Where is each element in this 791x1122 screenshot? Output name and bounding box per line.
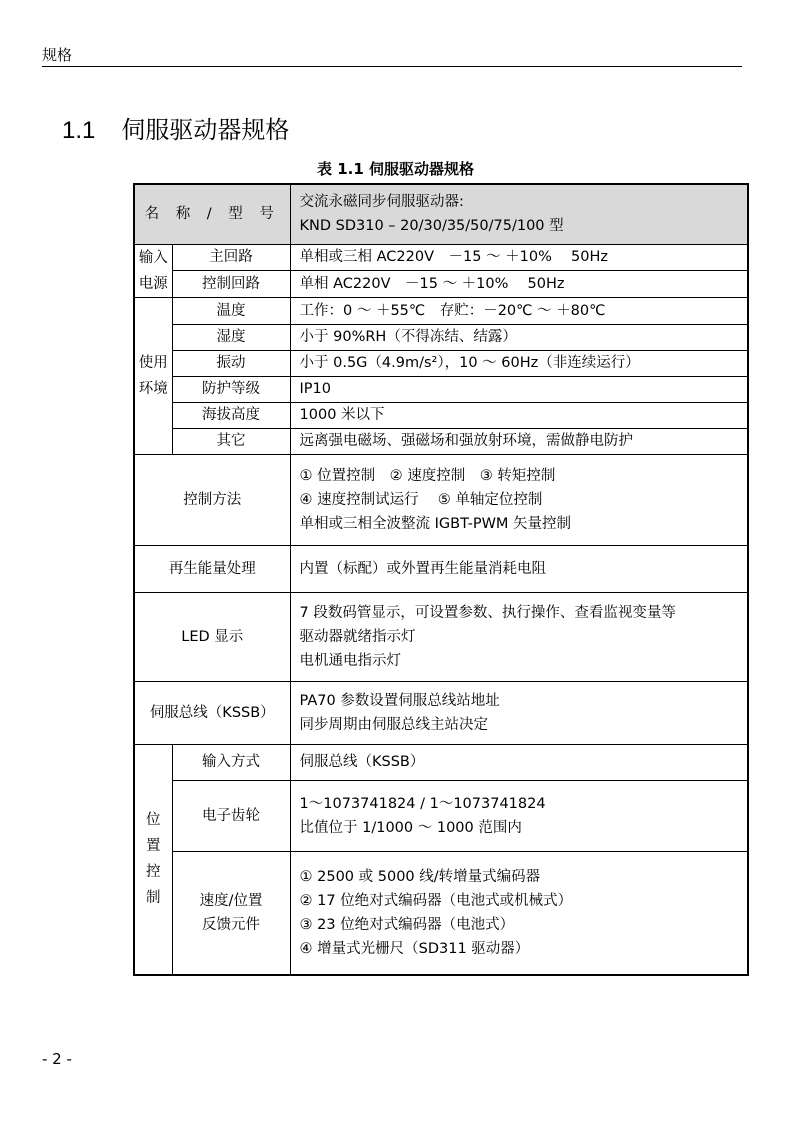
spec-table [133,183,749,976]
label-line: 速度/位置 [199,892,263,909]
input-power-group-label [134,244,172,297]
row-label: 湿度 [172,324,290,350]
value-line: PA70 参数设置伺服总线站地址 [299,692,500,709]
position-group-label [134,744,172,975]
row-label: 再生能量处理 [134,545,290,592]
table-row [134,428,748,454]
row-value [290,851,748,975]
table-row [134,851,748,975]
row-value [290,592,748,681]
table-row [134,780,748,851]
group-label-line: 输入 [138,249,168,266]
row-label: 其它 [172,428,290,454]
row-label: 控制方法 [134,454,290,545]
value-line: 单相或三相全波整流 IGBT-PWM 矢量控制 [299,515,572,532]
row-value: 单相 AC220V －15 ～ ＋10% 50Hz [290,271,748,298]
group-label-line: 电源 [138,275,168,292]
table-row [134,681,748,744]
value-line: ② 17 位绝对式编码器（电池式或机械式） [299,892,573,909]
table-caption: 表 1.1 伺服驱动器规格 [316,160,475,178]
value-line: ① 2500 或 5000 线/转增量式编码器 [299,868,541,885]
row-label: 输入方式 [172,744,290,780]
value-line: ④ 增量式光栅尺（SD311 驱动器） [299,940,530,957]
header-label: 名 称 / 型 号 [134,184,290,244]
value-line: ① 位置控制 ② 速度控制 ③ 转矩控制 [299,467,556,484]
row-value: 远离强电磁场、强磁场和强放射环境，需做静电防护 [290,428,748,454]
row-value: 工作：0 ～ ＋55℃ 存贮：－20℃ ～ ＋80℃ [290,297,748,324]
row-value: 小于 0.5G（4.9m/s²），10 ～ 60Hz（非连续运行） [290,350,748,376]
row-value [290,780,748,851]
value-line: ③ 23 位绝对式编码器（电池式） [299,916,515,933]
table-row [134,545,748,592]
group-label-line: 环境 [138,380,168,397]
page-number: - 2 - [42,1050,72,1068]
row-value [290,454,748,545]
value-line: 驱动器就绪指示灯 [299,628,416,645]
header-value [290,184,748,244]
row-label [172,851,290,975]
label-line: 反馈元件 [202,916,260,933]
header-value-line: KND SD310 – 20/30/35/50/75/100 型 [299,218,564,235]
table-row [134,324,748,350]
group-label-line: 使用 [138,354,168,371]
row-label: 控制回路 [172,271,290,298]
table-row [134,244,748,271]
value-line: 电机通电指示灯 [299,652,402,669]
row-value [290,681,748,744]
row-value: IP10 [290,376,748,402]
value-line: 比值位于 1/1000 ～ 1000 范围内 [299,819,522,836]
row-value: 内置（标配）或外置再生能量消耗电阻 [290,545,748,592]
row-label: 温度 [172,297,290,324]
section-number: 1.1 [62,117,96,144]
header-rule [42,66,742,67]
value-line: 1～1073741824 / 1～1073741824 [299,795,546,812]
row-label: 振动 [172,350,290,376]
value-line: 同步周期由伺服总线主站决定 [299,716,489,733]
row-label: LED 显示 [134,592,290,681]
table-row [134,402,748,428]
row-label: 伺服总线（KSSB） [134,681,290,744]
table-row [134,297,748,324]
table-row [134,376,748,402]
position-group-text: 位置控制 [146,812,161,907]
row-label: 主回路 [172,244,290,271]
table-header-row [134,184,748,244]
table-row [134,744,748,780]
value-line: 7 段数码管显示，可设置参数、执行操作、查看监视变量等 [299,604,676,621]
row-label: 海拔高度 [172,402,290,428]
header-value-line: 交流永磁同步伺服驱动器: [299,194,464,211]
row-value: 1000 米以下 [290,402,748,428]
row-value: 小于 90%RH（不得冻结、结露） [290,324,748,350]
row-value: 伺服总线（KSSB） [290,744,748,780]
running-header: 规格 [42,46,73,64]
row-value: 单相或三相 AC220V －15 ～ ＋10% 50Hz [290,244,748,271]
table-row [134,271,748,298]
table-row [134,592,748,681]
row-label: 电子齿轮 [172,780,290,851]
section-title-text: 伺服驱动器规格 [121,116,290,144]
environment-group-label [134,297,172,454]
table-row [134,454,748,545]
value-line: ④ 速度控制试运行 ⑤ 单轴定位控制 [299,491,543,508]
row-label: 防护等级 [172,376,290,402]
section-title [62,110,289,145]
table-row [134,350,748,376]
